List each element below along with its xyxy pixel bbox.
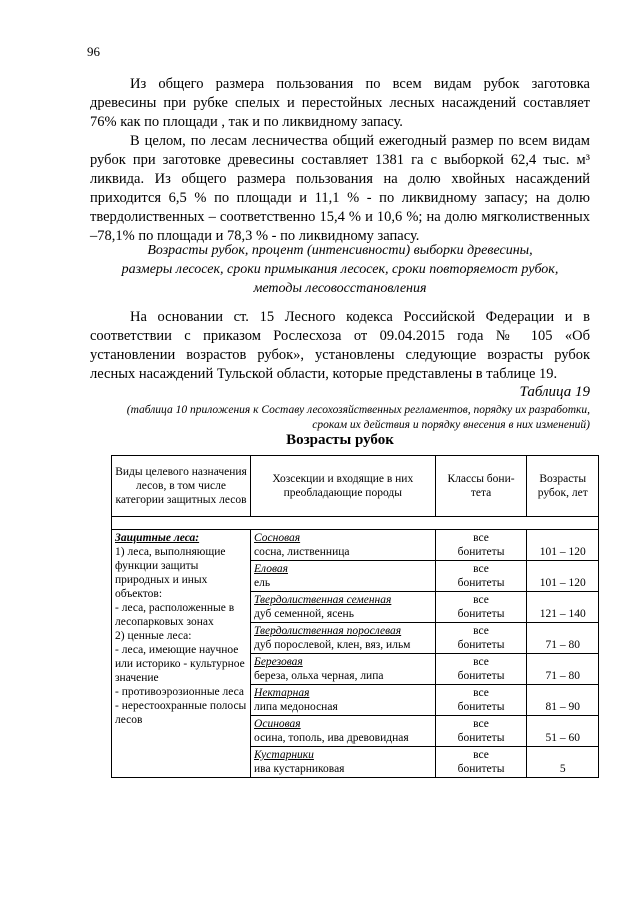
protective-forests-line: - леса, расположенные в лесопарковых зонах bbox=[115, 602, 235, 628]
site-class-bottom: бонитеты bbox=[457, 701, 505, 713]
section-species-cell bbox=[251, 530, 436, 561]
section-species-cell bbox=[251, 592, 436, 623]
section-name: Еловая bbox=[254, 563, 288, 575]
site-class-cell bbox=[435, 747, 527, 778]
section-species-cell bbox=[251, 685, 436, 716]
site-class-cell bbox=[435, 716, 527, 747]
cutting-age-cell: 5 bbox=[527, 747, 599, 778]
site-class-top: все bbox=[473, 594, 489, 606]
table-title: Возрасты рубок bbox=[286, 432, 394, 448]
section-name: Осиновая bbox=[254, 718, 301, 730]
section-species-cell bbox=[251, 654, 436, 685]
species-list: береза, ольха черная, липа bbox=[254, 670, 384, 682]
protective-forests-title: Защитные леса: bbox=[115, 532, 200, 544]
site-class-top: все bbox=[473, 718, 489, 730]
intro-text bbox=[90, 75, 590, 246]
site-class-cell bbox=[435, 561, 527, 592]
species-list: ива кустарниковая bbox=[254, 763, 345, 775]
cutting-age-cell: 71 – 80 bbox=[527, 623, 599, 654]
site-class-top: все bbox=[473, 749, 489, 761]
header-cell: Хозсекции и входящие в них преобладающие породы bbox=[251, 456, 436, 517]
section-name: Сосновая bbox=[254, 532, 301, 544]
section-heading-line: методы лесовосстановления bbox=[253, 281, 427, 296]
site-class-top: все bbox=[473, 532, 489, 544]
site-class-cell bbox=[435, 623, 527, 654]
protective-forests-line: - леса, имеющие научное или историко - культурное значение bbox=[115, 644, 245, 684]
page-number: 96 bbox=[87, 44, 100, 59]
cutting-age-cell: 101 – 120 bbox=[527, 530, 599, 561]
site-class-cell bbox=[435, 654, 527, 685]
site-class-cell bbox=[435, 530, 527, 561]
header-cell: Классы бони- тета bbox=[435, 456, 527, 517]
site-class-cell bbox=[435, 685, 527, 716]
paragraph: Из общего размера пользования по всем видам рубок заготовка древесины при рубке спелых и перестойных лесных насаждений составляет 76% как по площади , так и по ликвидному запасу. bbox=[90, 76, 590, 130]
site-class-bottom: бонитеты bbox=[457, 639, 505, 651]
paragraph: В целом, по лесам лесничества общий ежегодный размер по всем видам рубок при заготовке древесины составляет 1381 га с выборкой 62,4 тыс. м³ ликвида. Из общего размера пользования на долю хвойных насаждений приходится 6,5 % по площади и 11,1 % - по ликвидному запасу; на долю твердолиственных – соответственно 15,4 % и 10,6 %; на долю мягколиственных –78,1% по площади и 78,3 % - по ликвидному запасу. bbox=[90, 133, 590, 244]
section-name: Твердолиственная порослевая bbox=[254, 625, 402, 637]
spacer-row bbox=[112, 517, 599, 530]
protective-forests-line: 2) ценные леса: bbox=[115, 630, 192, 642]
section-heading bbox=[90, 241, 590, 298]
protective-forests-line: 1) леса, выполняющие функции защиты природных и иных объектов: bbox=[115, 546, 226, 600]
site-class-bottom: бонитеты bbox=[457, 546, 505, 558]
site-class-bottom: бонитеты bbox=[457, 577, 505, 589]
species-list: дуб порослевой, клен, вяз, ильм bbox=[254, 639, 411, 651]
species-list: ель bbox=[254, 577, 271, 589]
protective-forests-cell bbox=[112, 530, 251, 778]
table-row bbox=[112, 530, 599, 561]
site-class-top: все bbox=[473, 656, 489, 668]
cutting-age-cell: 51 – 60 bbox=[527, 716, 599, 747]
site-class-bottom: бонитеты bbox=[457, 670, 505, 682]
cutting-ages-table bbox=[111, 455, 599, 778]
section-species-cell bbox=[251, 747, 436, 778]
cutting-age-cell: 101 – 120 bbox=[527, 561, 599, 592]
site-class-bottom: бонитеты bbox=[457, 763, 505, 775]
site-class-top: все bbox=[473, 687, 489, 699]
header-cell: Возрасты рубок, лет bbox=[527, 456, 599, 517]
cutting-age-cell: 121 – 140 bbox=[527, 592, 599, 623]
site-class-bottom: бонитеты bbox=[457, 608, 505, 620]
site-class-top: все bbox=[473, 625, 489, 637]
section-species-cell bbox=[251, 561, 436, 592]
site-class-bottom: бонитеты bbox=[457, 732, 505, 744]
table-label: Таблица 19 bbox=[519, 384, 590, 400]
species-list: дуб семенной, ясень bbox=[254, 608, 354, 620]
species-list: осина, тополь, ива древовидная bbox=[254, 732, 409, 744]
species-list: сосна, лиственница bbox=[254, 546, 350, 558]
protective-forests-line: - нерестоохранные полосы лесов bbox=[115, 700, 247, 726]
cutting-age-cell: 71 – 80 bbox=[527, 654, 599, 685]
table-header-row bbox=[112, 456, 599, 517]
site-class-cell bbox=[435, 592, 527, 623]
cutting-age-cell: 81 – 90 bbox=[527, 685, 599, 716]
paragraph: На основании ст. 15 Лесного кодекса Российской Федерации и в соответствии с приказом Рослесхоза от 09.04.2015 года № 105 «Об установлении возрастов рубок», установлены следующие возрасты рубок лесных насаждений Тульской области, которые представлены в таблице 19. bbox=[90, 309, 590, 382]
section-heading-line: размеры лесосек, сроки примыкания лесосек, сроки повторяемост рубок, bbox=[121, 262, 559, 277]
section-heading-line: Возрасты рубок, процент (интенсивности) выборки древесины, bbox=[147, 243, 533, 258]
section-species-cell bbox=[251, 716, 436, 747]
basis-text bbox=[90, 308, 590, 384]
section-name: Нектарная bbox=[254, 687, 310, 699]
section-name: Березовая bbox=[254, 656, 303, 668]
section-name: Кустарники bbox=[254, 749, 314, 761]
section-name: Твердолиственная семенная bbox=[254, 594, 392, 606]
protective-forests-line: - противоэрозионные леса bbox=[115, 686, 245, 698]
species-list: липа медоносная bbox=[254, 701, 338, 713]
table-note: (таблица 10 приложения к Составу лесохозяйственных регламентов, порядку их разработки, срокам их действия и порядку внесения в них изменений) bbox=[126, 404, 590, 431]
header-cell: Виды целевого назначения лесов, в том числе категории защитных лесов bbox=[112, 456, 251, 517]
site-class-top: все bbox=[473, 563, 489, 575]
section-species-cell bbox=[251, 623, 436, 654]
